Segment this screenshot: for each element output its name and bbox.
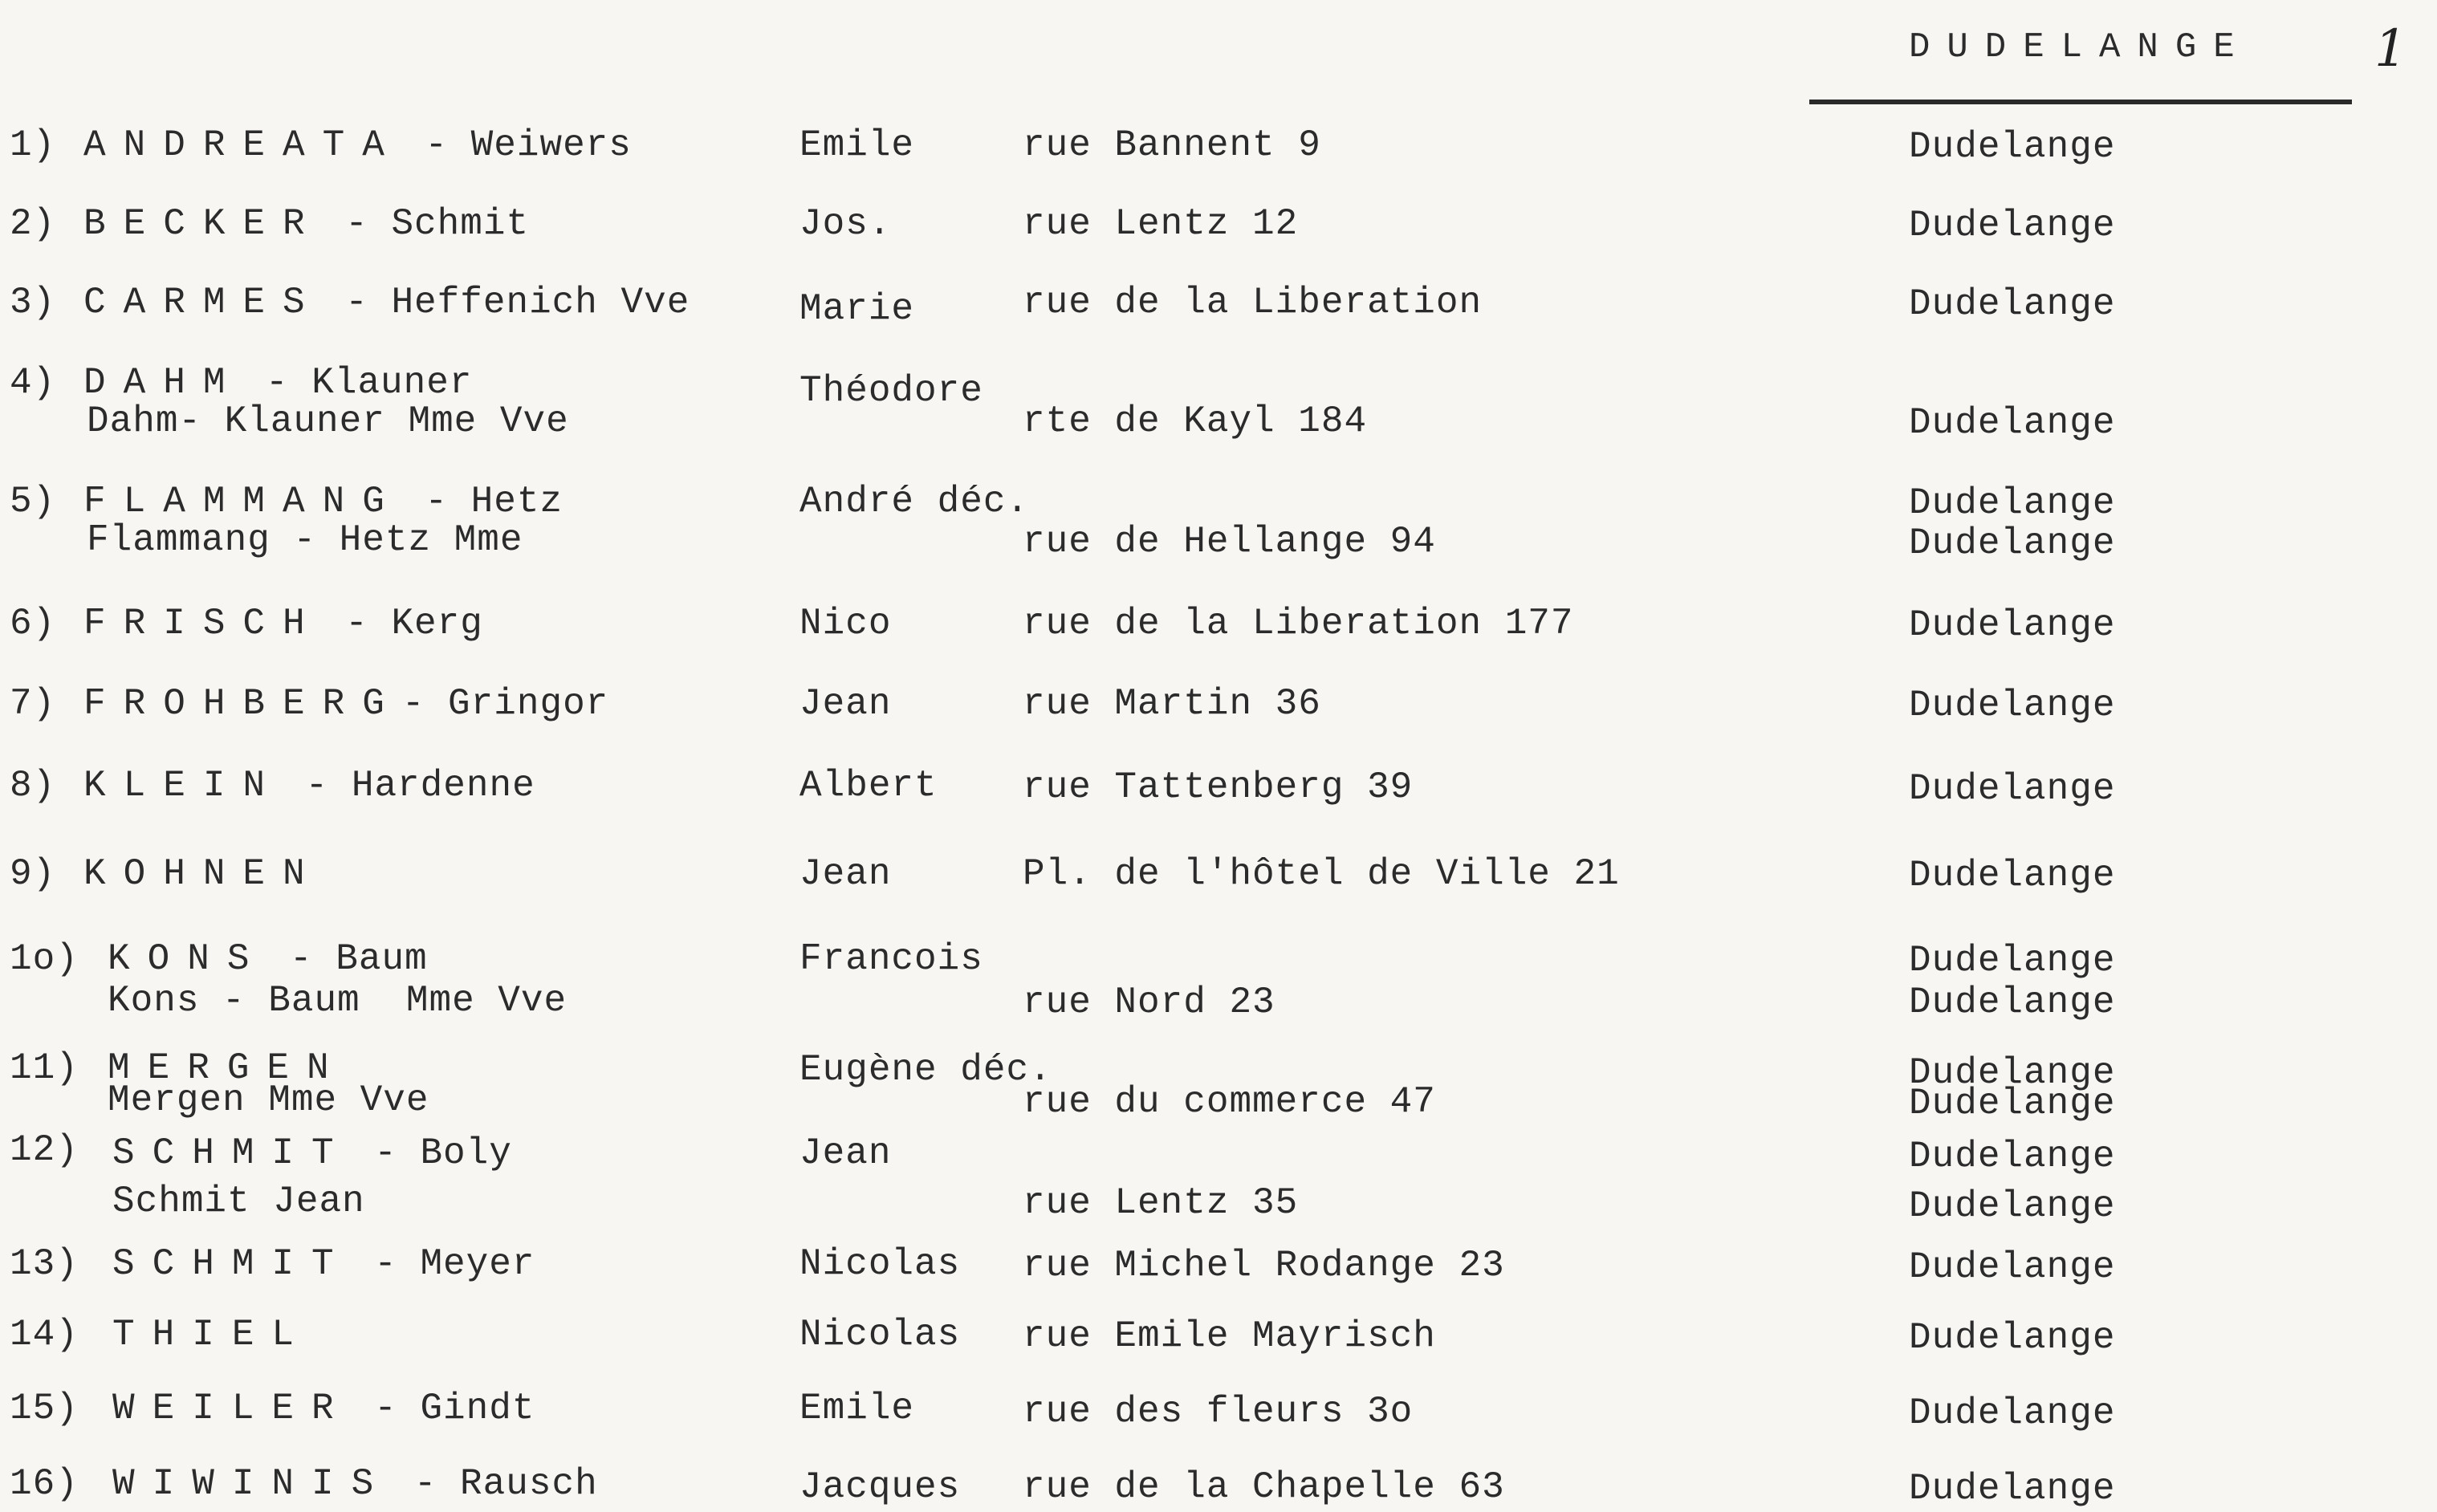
entry-number: 4) [10,362,56,404]
entry-first-name: Jean [799,683,892,725]
entry-surname: THIEL [112,1314,312,1356]
entry-street: rue Bannent 9 [1023,124,1321,166]
entry-spouse: - Heffenich Vve [322,282,690,323]
entry-number: 14) [10,1314,79,1356]
entry-city-2: Dudelange [1909,522,2116,564]
entry-first-name: Marie [799,288,915,330]
entry-city: Dudelange [1909,126,2116,168]
entry-first-name: Jean [799,1132,892,1174]
entry-first-name: Francois [799,938,983,980]
entry-city: Dudelange [1909,1246,2116,1288]
entry-first-name: André déc. [799,481,1030,522]
entry-street: rue du commerce 47 [1023,1081,1436,1123]
entry-surname: BECKER [83,203,323,245]
entry-surname: WEILER [112,1388,352,1429]
entry-number: 16) [10,1463,79,1505]
entry-number: 1o) [10,938,79,980]
entry-spouse: - Rausch [391,1463,598,1505]
entry-surname: FLAMMANG [83,481,402,522]
entry-city: Dudelange [1909,768,2116,810]
entry-surname: FRISCH [83,603,323,644]
entry-second-line: Flammang - Hetz Mme [87,519,523,561]
entry-first-name: Jos. [799,203,892,245]
entry-spouse: - Schmit [322,203,530,245]
entry-first-name: Jean [799,853,892,895]
entry-street: rue de la Liberation [1023,282,1483,323]
entry-spouse: - Kerg [322,603,483,644]
entry-surname: KOHNEN [83,853,323,895]
entry-surname: WIWINIS [112,1463,392,1505]
entry-spouse: - Boly [351,1132,512,1174]
entry-street: rue de Hellange 94 [1023,521,1436,563]
entry-spouse: - Meyer [351,1243,535,1285]
entry-spouse: - Hardenne [283,765,535,807]
entry-street: rue Tattenberg 39 [1023,766,1414,808]
entry-number: 8) [10,765,56,807]
entry-number: 15) [10,1388,79,1429]
entry-street: rue Martin 36 [1023,683,1321,725]
entry-number: 11) [10,1047,79,1089]
entry-city: Dudelange [1909,482,2116,524]
entry-street: rue des fleurs 3o [1023,1391,1414,1433]
entry-number: 6) [10,603,56,644]
entry-surname: CARMES [83,282,323,323]
entry-street: rue Lentz 35 [1023,1182,1299,1224]
entry-city: Dudelange [1909,402,2116,444]
entry-first-name: Eugène déc. [799,1049,1052,1091]
entry-street: rue de la Liberation 177 [1023,603,1574,644]
entry-second-line: Dahm- Klauner Mme Vve [87,400,569,442]
entry-surname: KLEIN [83,765,283,807]
entry-city: Dudelange [1909,1317,2116,1359]
entry-city: Dudelange [1909,1468,2116,1510]
entry-spouse: - Gringor [401,683,609,725]
entry-number: 2) [10,203,56,245]
entry-city: Dudelange [1909,205,2116,246]
entry-first-name: Emile [799,1388,915,1429]
entry-surname: MERGEN [108,1047,347,1089]
header-underline [1809,100,2352,104]
entry-city: Dudelange [1909,940,2116,982]
entry-street: rue Nord 23 [1023,982,1275,1023]
entry-street: rte de Kayl 184 [1023,400,1368,442]
entry-surname: ANDREATA [83,124,402,166]
entry-spouse: - Hetz [401,481,563,522]
entry-city-2: Dudelange [1909,1083,2116,1124]
entry-first-name: Nico [799,603,892,644]
entry-first-name: Emile [799,124,915,166]
entry-second-line: Kons - Baum Mme Vve [108,980,568,1022]
entry-surname: KONS [108,938,267,980]
entry-street: rue de la Chapelle 63 [1023,1466,1505,1508]
entry-spouse: - Gindt [351,1388,535,1429]
entry-surname: DAHM [83,362,243,404]
entry-city: Dudelange [1909,1136,2116,1177]
entry-street: rue Michel Rodange 23 [1023,1245,1505,1286]
entry-number: 5) [10,481,56,522]
entry-number: 1) [10,124,56,166]
entry-number: 3) [10,282,56,323]
entry-first-name: Nicolas [799,1314,961,1356]
entry-second-line: Mergen Mme Vve [108,1079,429,1121]
entry-street: Pl. de l'hôtel de Ville 21 [1023,853,1620,895]
entry-number: 13) [10,1243,79,1285]
entry-city: Dudelange [1909,685,2116,726]
entry-number: 12) [10,1129,79,1171]
entry-number: 9) [10,853,56,895]
entry-city: Dudelange [1909,1392,2116,1434]
page-header-title: DUDELANGE [1909,27,2252,67]
entry-street: rue Emile Mayrisch [1023,1315,1436,1357]
entry-spouse: - Weiwers [401,124,632,166]
entry-second-line: Schmit Jean [112,1181,365,1222]
page-number: 1 [2374,19,2407,79]
entry-surname: FROHBERG [83,683,402,725]
entry-city-2: Dudelange [1909,1185,2116,1227]
entry-spouse: - Klauner [242,362,473,404]
entry-spouse: - Baum [266,938,428,980]
entry-surname: SCHMIT [112,1243,352,1285]
entry-city-2: Dudelange [1909,982,2116,1023]
entry-city: Dudelange [1909,283,2116,325]
entry-city: Dudelange [1909,1052,2116,1094]
entry-surname: SCHMIT [112,1132,352,1174]
entry-first-name: Jacques [799,1466,961,1508]
entry-number: 7) [10,683,56,725]
entry-street: rue Lentz 12 [1023,203,1299,245]
entry-first-name: Albert [799,765,938,807]
entry-first-name: Nicolas [799,1243,961,1285]
entry-first-name: Théodore [799,370,983,412]
entry-city: Dudelange [1909,604,2116,646]
entry-city: Dudelange [1909,855,2116,896]
